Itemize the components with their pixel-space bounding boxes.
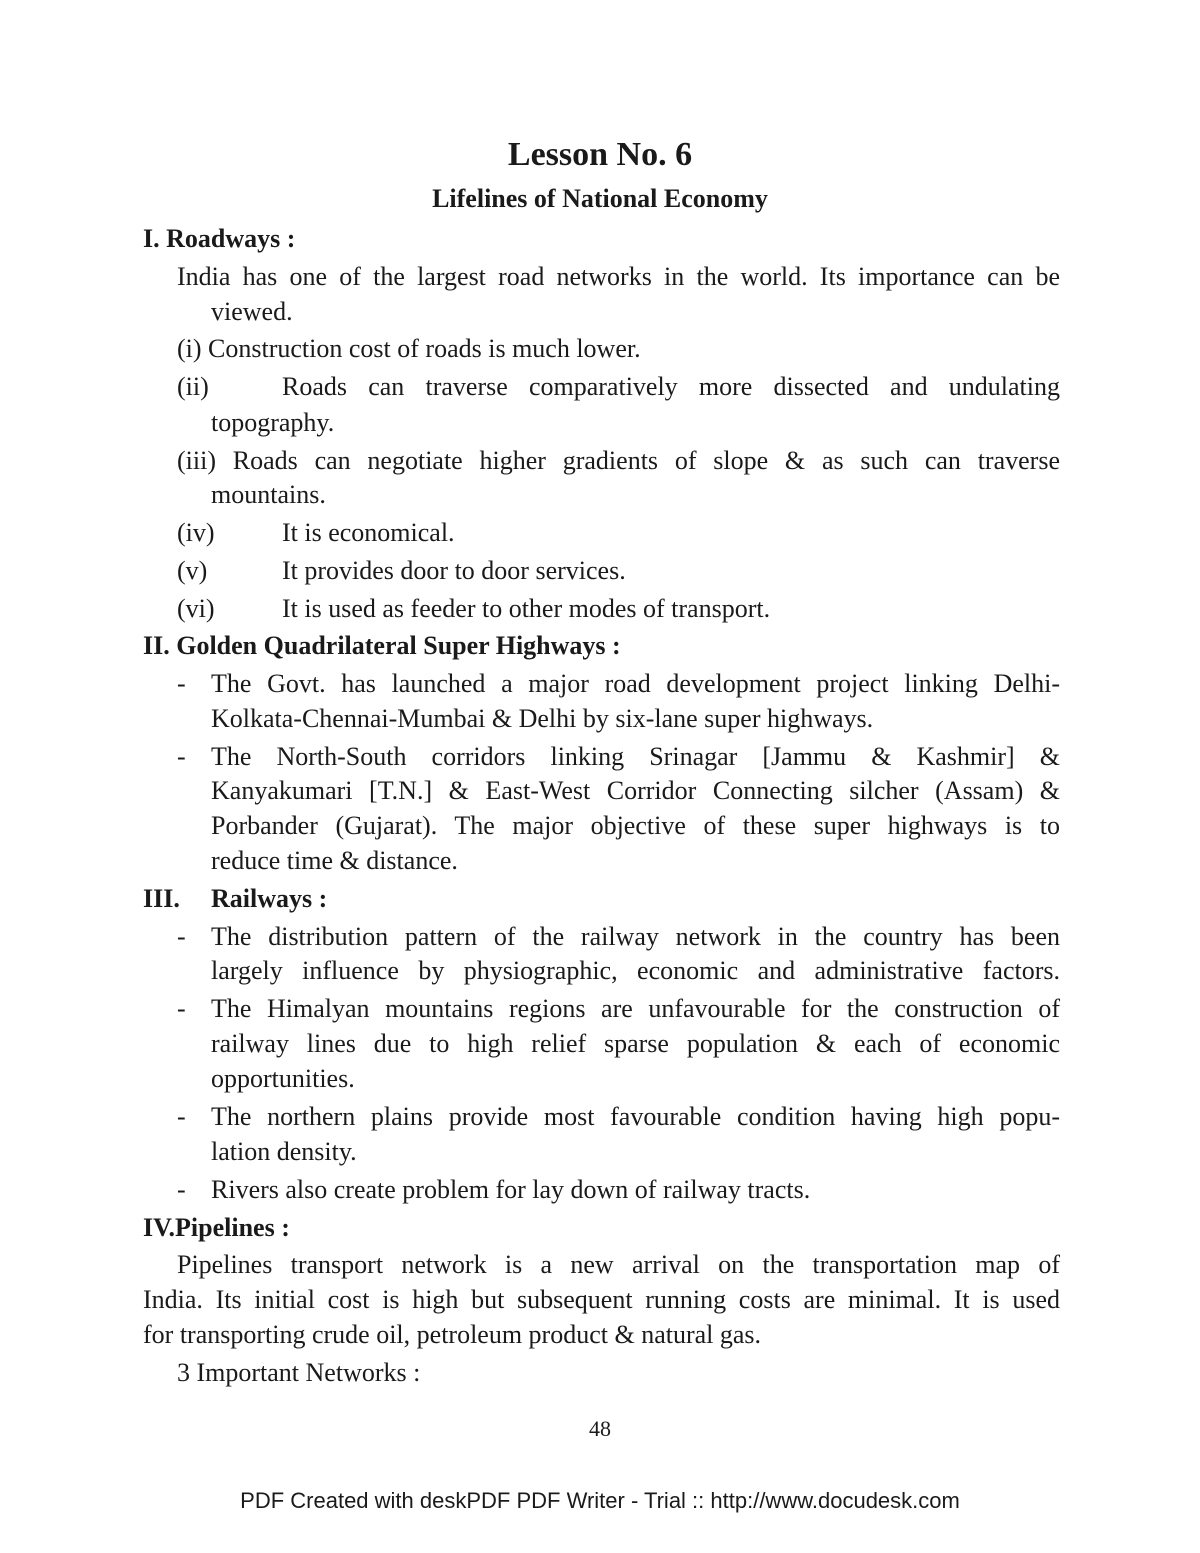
gq-bullet-2-line-3: Porbander (Gujarat). The major objective of these super highways is to xyxy=(211,811,1060,840)
gq-bullet-2-line-4: reduce time & distance. xyxy=(211,846,458,875)
railways-bullet-3-line-2: lation density. xyxy=(211,1137,357,1166)
railways-bullet-4-line-1: Rivers also create problem for lay down of railway tracts. xyxy=(211,1175,811,1204)
pipelines-important-networks: 3 Important Networks : xyxy=(177,1358,421,1387)
pdf-footer-watermark: PDF Created with deskPDF PDF Writer - Trial :: http://www.docudesk.com xyxy=(240,1488,960,1513)
roadways-point-iv-label: (iv) xyxy=(177,518,215,547)
railways-bullet-2-line-2: railway lines due to high relief sparse population & each of economic xyxy=(211,1029,1060,1058)
gq-bullet-2-line-2: Kanyakumari [T.N.] & East-West Corridor Connecting silcher (Assam) & xyxy=(211,776,1060,805)
section-pipelines-heading: IV.Pipelines : xyxy=(143,1213,290,1242)
railways-bullet-2-line-3: opportunities. xyxy=(211,1064,355,1093)
roadways-point-v-label: (v) xyxy=(177,556,208,585)
roadways-intro-line-2: viewed. xyxy=(211,297,293,326)
gq-bullet-2-line-1: The North-South corridors linking Srinagar [Jammu & Kashmir] & xyxy=(211,742,1060,771)
bullet-dash: - xyxy=(177,669,186,698)
roadways-intro-line-1: India has one of the largest road networks in the world. Its importance can be xyxy=(177,262,1060,291)
pipelines-para-line-2: India. Its initial cost is high but subsequent running costs are minimal. It is used xyxy=(143,1285,1060,1314)
gq-bullet-1-line-2: Kolkata-Chennai-Mumbai & Delhi by six-lane super highways. xyxy=(211,704,874,733)
lesson-subtitle: Lifelines of National Economy xyxy=(432,184,768,213)
pipelines-para-line-1: Pipelines transport network is a new arrival on the transportation map of xyxy=(177,1250,1060,1279)
roadways-point-iv: It is economical. xyxy=(282,518,455,547)
bullet-dash: - xyxy=(177,1102,186,1131)
roadways-point-i: (i) Construction cost of roads is much lower. xyxy=(177,334,641,363)
lesson-title: Lesson No. 6 xyxy=(507,136,693,173)
gq-bullet-1-line-1: The Govt. has launched a major road development project linking Delhi- xyxy=(211,669,1060,698)
roadways-point-vi-label: (vi) xyxy=(177,594,215,623)
section-golden-quadrilateral-heading: II. Golden Quadrilateral Super Highways : xyxy=(143,631,621,660)
roadways-point-ii-line-2: topography. xyxy=(211,408,335,437)
roadways-point-v: It provides door to door services. xyxy=(282,556,626,585)
section-railways-number: III. xyxy=(143,884,180,913)
railways-bullet-1-line-1: The distribution pattern of the railway network in the country has been xyxy=(211,922,1060,951)
roadways-point-ii-label: (ii) xyxy=(177,372,209,401)
railways-bullet-1-line-2: largely influence by physiographic, economic and administrative factors. xyxy=(211,956,1060,985)
bullet-dash: - xyxy=(177,1175,186,1204)
railways-bullet-3-line-1: The northern plains provide most favourable condition having high popu- xyxy=(211,1102,1060,1131)
pipelines-para-line-3: for transporting crude oil, petroleum product & natural gas. xyxy=(143,1320,762,1349)
section-railways-heading: Railways : xyxy=(211,884,328,913)
section-roadways-heading: I. Roadways : xyxy=(143,224,296,253)
roadways-point-ii-line-1: Roads can traverse comparatively more dissected and undulating xyxy=(282,372,1060,401)
roadways-point-vi: It is used as feeder to other modes of transport. xyxy=(282,594,771,623)
bullet-dash: - xyxy=(177,922,186,951)
roadways-point-iii-line-1: (iii) Roads can negotiate higher gradients of slope & as such can traverse xyxy=(177,446,1060,475)
bullet-dash: - xyxy=(177,742,186,771)
railways-bullet-2-line-1: The Himalyan mountains regions are unfavourable for the construction of xyxy=(211,994,1060,1023)
roadways-point-iii-line-2: mountains. xyxy=(211,480,326,509)
bullet-dash: - xyxy=(177,994,186,1023)
page-number: 48 xyxy=(589,1416,611,1441)
